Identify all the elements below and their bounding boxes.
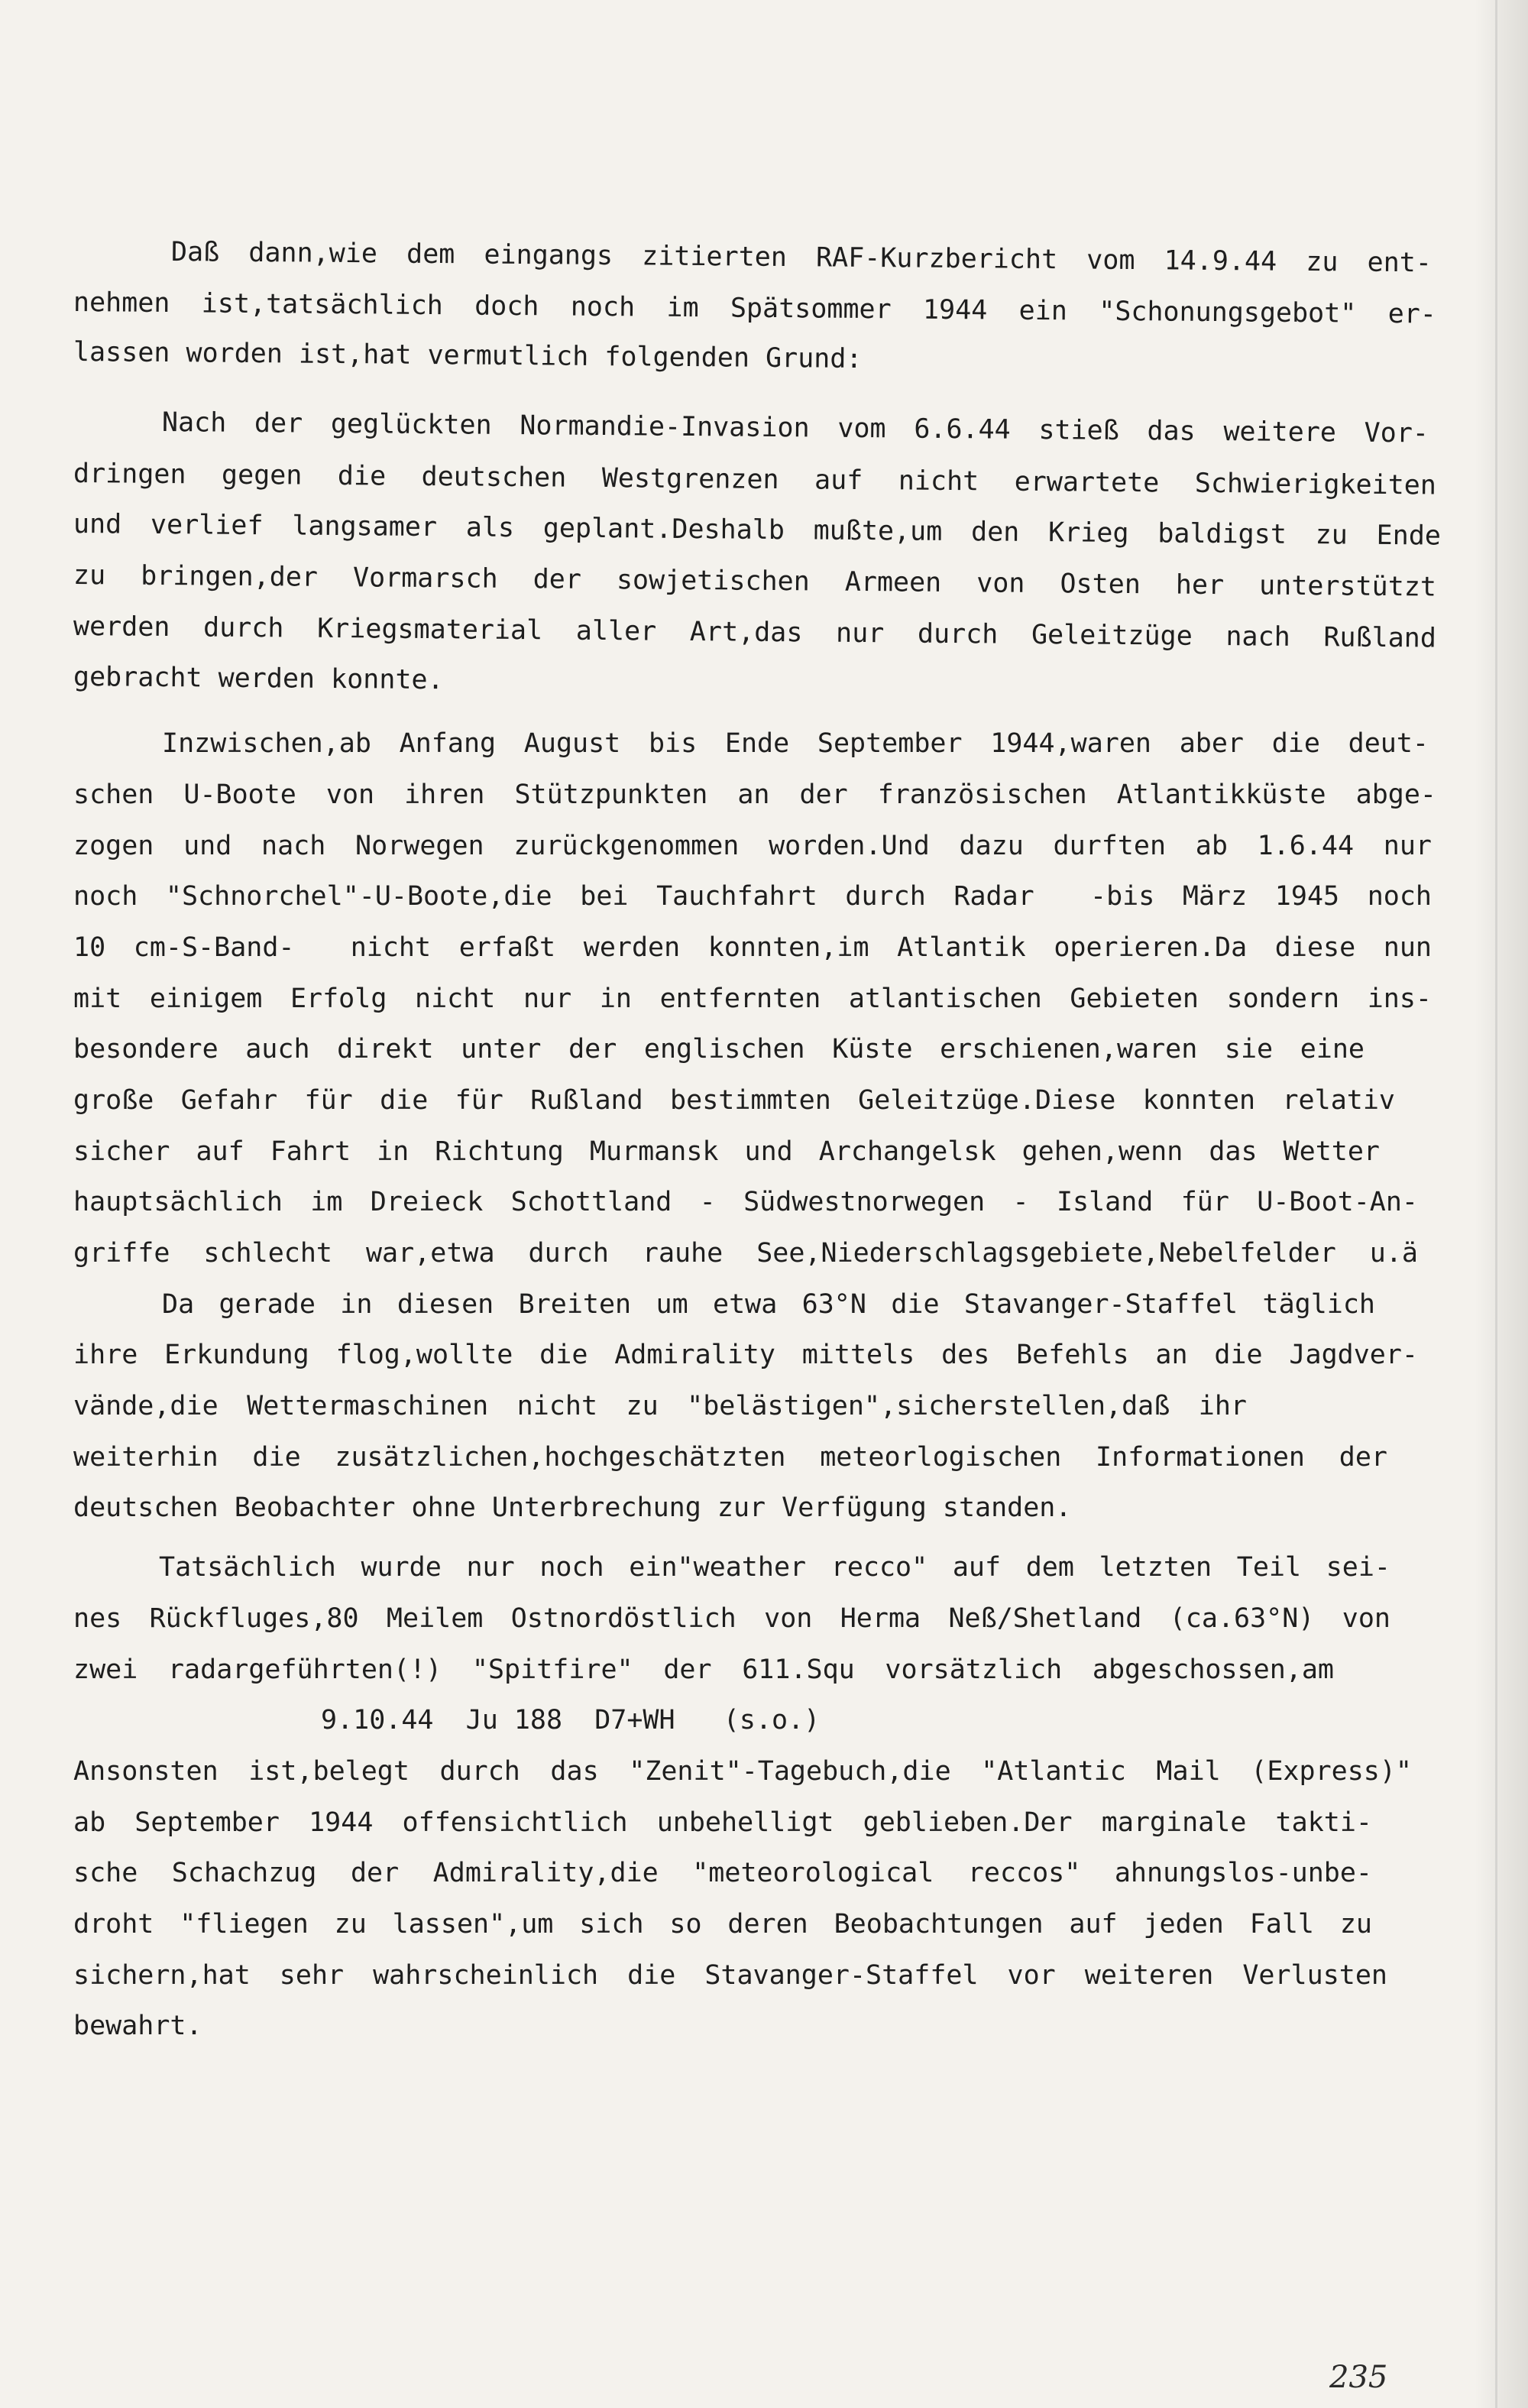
text-line: Nach der geglückten Normandie-Invasion vom 6.6.44 stieß das weitere Vor- [161,407,1429,449]
text-line: Da gerade in diesen Breiten um etwa 63°N die Stavanger-Staffel täglich [162,1289,1375,1320]
text-line: bewahrt. [73,2011,202,2041]
text-line: noch "Schnorchel"-U-Boote,die bei Tauchfahrt durch Radar -bis März 1945 noch [73,881,1432,912]
text-line: und verlief langsamer als geplant.Deshalb mußte,um den Krieg baldigst zu Ende [73,509,1442,552]
text-line: mit einigem Erfolg nicht nur in entfernten atlantischen Gebieten sondern ins- [73,984,1432,1014]
text-line: zwei radargeführten(!) "Spitfire" der 611.Squ vorsätzlich abgeschossen,am [73,1654,1334,1685]
text-line: zogen und nach Norwegen zurückgenommen worden.Und dazu durften ab 1.6.44 nur [73,831,1432,861]
text-line: gebracht werden konnte. [73,662,444,696]
page-number: 235 [1329,2360,1388,2395]
text-line: Tatsächlich wurde nur noch ein"weather recco" auf dem letzten Teil sei- [159,1552,1390,1583]
text-line: zu bringen,der Vormarsch der sowjetischen Armeen von Osten her unterstützt [73,560,1437,603]
text-line: droht "fliegen zu lassen",um sich so deren Beobachtungen auf jeden Fall zu [73,1909,1372,1940]
text-line: nehmen ist,tatsächlich doch noch im Spätsommer 1944 ein "Schonungsgebot" er- [73,287,1437,330]
text-line: große Gefahr für die für Rußland bestimmten Geleitzüge.Diese konnten relativ [73,1085,1395,1116]
text-line: hauptsächlich im Dreieck Schottland - Südwestnorwegen - Island für U-Boot-An- [73,1187,1418,1217]
text-line: griffe schlecht war,etwa durch rauhe See,Niederschlagsgebiete,Nebelfelder u.ä [73,1238,1418,1269]
text-line: lassen worden ist,hat vermutlich folgenden Grund: [73,337,863,375]
text-line: vände,die Wettermaschinen nicht zu "belästigen",sicherstellen,daß ihr [73,1391,1247,1421]
text-line: Inzwischen,ab Anfang August bis Ende September 1944,waren aber die deut- [162,728,1429,759]
page-edge-line [1495,0,1497,2408]
text-line: Daß dann,wie dem eingangs zitierten RAF-Kurzbericht vom 14.9.44 zu ent- [170,237,1432,279]
text-line: sche Schachzug der Admirality,die "meteorological reccos" ahnungslos-unbe- [73,1858,1372,1888]
text-line: nes Rückfluges,80 Meilem Ostnordöstlich von Herma Neß/Shetland (ca.63°N) von [73,1603,1390,1634]
text-line: Ansonsten ist,belegt durch das "Zenit"-Tagebuch,die "Atlantic Mail (Express)" [73,1756,1412,1787]
text-line: ihre Erkundung flog,wollte die Admirality mittels des Befehls an die Jagdver- [73,1340,1418,1370]
text-line: besondere auch direkt unter der englischen Küste erschienen,waren sie eine [73,1034,1365,1065]
text-line: weiterhin die zusätzlichen,hochgeschätzten meteorlogischen Informationen der [73,1442,1387,1473]
text-line: 9.10.44 Ju 188 D7+WH (s.o.) [321,1705,821,1736]
text-line: deutschen Beobachter ohne Unterbrechung zur Verfügung standen. [73,1492,1072,1523]
text-line: sichern,hat sehr wahrscheinlich die Stavanger-Staffel vor weiteren Verlusten [73,1960,1387,1991]
text-line: werden durch Kriegsmaterial aller Art,das nur durch Geleitzüge nach Rußland [73,611,1437,654]
page-edge-shadow [1475,0,1528,2408]
text-line: 10 cm-S-Band- nicht erfaßt werden konnten,im Atlantik operieren.Da diese nun [73,932,1432,963]
text-line: ab September 1944 offensichtlich unbehelligt geblieben.Der marginale takti- [73,1807,1372,1838]
text-line: schen U-Boote von ihren Stützpunkten an der französischen Atlantikküste abge- [73,779,1436,810]
text-line: sicher auf Fahrt in Richtung Murmansk und Archangelsk gehen,wenn das Wetter [73,1136,1380,1167]
text-line: dringen gegen die deutschen Westgrenzen auf nicht erwartete Schwierigkeiten [73,459,1437,501]
